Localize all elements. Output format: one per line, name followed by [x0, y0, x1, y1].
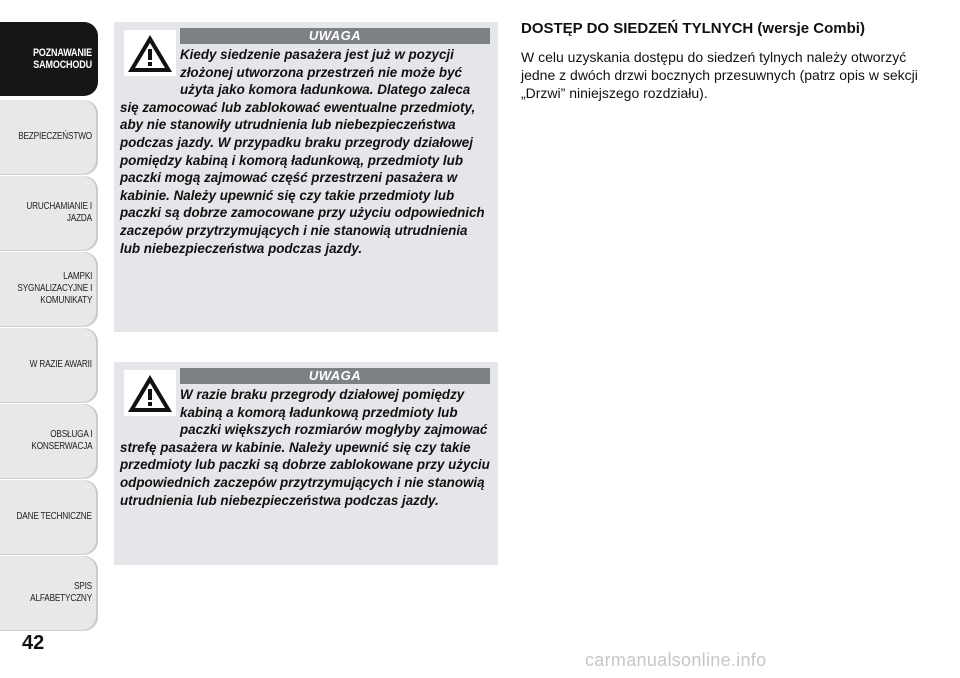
tab-spis-alfabetyczny[interactable]: [0, 556, 98, 630]
tab-label: OBSŁUGA I KONSERWACJA: [30, 429, 92, 452]
warning-box-2: [114, 362, 498, 565]
page-number: 42: [22, 632, 45, 654]
warning-header: UWAGA: [180, 28, 490, 44]
warning-header: UWAGA: [180, 368, 490, 384]
tab-label: BEZPIECZEŃSTWO: [18, 131, 92, 142]
watermark: carmanualsonline.info: [585, 650, 767, 670]
tab-lampki-sygnalizacyjne[interactable]: [0, 252, 98, 326]
section-body: W celu uzyskania dostępu do siedzeń tylnych należy otworzyć jedne z dwóch drzwi bocznych przesuwnych (patrz opis w sekcji „Drzwi” niniejszego rozdziału).: [521, 49, 918, 101]
tab-bezpieczenstwo[interactable]: [0, 100, 98, 174]
tab-w-razie-awarii[interactable]: [0, 328, 98, 402]
tab-dane-techniczne[interactable]: [0, 480, 98, 554]
warning-triangle-icon: [124, 30, 176, 76]
warning-text: W razie braku przegrody działowej pomiędzy kabiną a komorą ładunkową przedmioty lub paczki większych rozmiarów mogłyby zajmować strefę pasażera w kabinie. Należy upewnić się czy takie przedmioty lub paczki są dobrze zablokowane przy użyciu odpowiednich zaczepów przytrzymujących i nie stanowią utrudnienia lub niebezpieczeństwa podczas jazdy.: [120, 387, 490, 508]
tab-obsluga-i-konserwacja[interactable]: [0, 404, 98, 478]
warning-triangle-icon: [124, 370, 176, 416]
warning-text: Kiedy siedzenie pasażera jest już w pozycji złożonej utworzona przestrzeń nie może być użyta jako komora ładunkowa. Dlatego zaleca się zamocować lub zablokować ewentualne przedmioty, aby nie stanowiły utrudnienia lub niebezpieczeństwa podczas jazdy. W przypadku braku przegrody działowej pomiędzy kabiną i komorą ładunkową, przedmioty lub paczki mogą zajmować część przestrzeni pasażera w kabinie. Należy upewnić się czy takie przedmioty lub paczki są dobrze zamocowane przy użyciu odpowiednich zaczepów przytrzymujących i nie stanowią utrudnienia lub niebezpieczeństwa podczas jazdy.: [120, 47, 485, 256]
tab-uruchamianie-i-jazda[interactable]: [0, 176, 98, 250]
section-title: DOSTĘP DO SIEDZEŃ TYLNYCH (wersje Combi): [521, 20, 865, 37]
tab-label: W RAZIE AWARII: [29, 359, 92, 370]
tab-label: SPIS ALFABETYCZNY: [30, 581, 93, 604]
tab-label: DANE TECHNICZNE: [16, 511, 92, 522]
tab-poznawanie-samochodu[interactable]: [0, 22, 98, 96]
warning-box-1: [114, 22, 498, 332]
tab-label: POZNAWANIE SAMOCHODU: [32, 47, 92, 71]
rear-seat-access-section: [521, 20, 941, 102]
tab-label: LAMPKI SYGNALIZACYJNE I KOMUNIKATY: [17, 271, 92, 306]
tab-label: URUCHAMIANIE I JAZDA: [26, 201, 92, 224]
